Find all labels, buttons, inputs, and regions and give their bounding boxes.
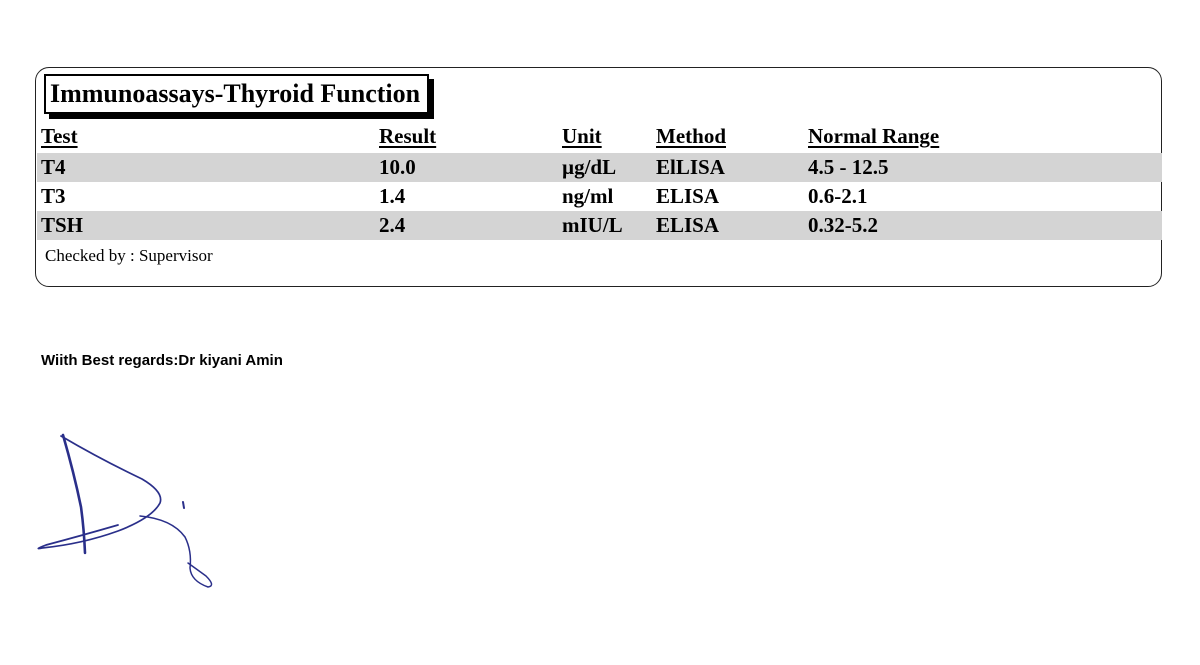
report-panel: [35, 67, 1162, 287]
cell-result: 1.4: [379, 184, 406, 208]
cell-method: ELISA: [656, 213, 720, 237]
cell-unit: mIU/L: [562, 213, 623, 237]
cell-unit: µg/dL: [562, 155, 617, 179]
table-row: [37, 182, 1162, 211]
cell-normal-range: 0.32-5.2: [808, 213, 878, 237]
cell-result: 2.4: [379, 213, 406, 237]
cell-test: T4: [41, 155, 66, 179]
cell-normal-range: 0.6-2.1: [808, 184, 868, 208]
signature-image: [30, 405, 230, 600]
header-unit: Unit: [562, 124, 602, 148]
header-result: Result: [379, 124, 437, 148]
report-title: Immunoassays-Thyroid Function: [44, 74, 429, 114]
table-header: [37, 122, 1162, 151]
checked-by-name: Supervisor: [138, 246, 213, 265]
cell-result: 10.0: [379, 155, 416, 179]
cell-normal-range: 4.5 - 12.5: [808, 155, 889, 179]
table-row: [37, 211, 1162, 240]
checked-by: [45, 245, 213, 267]
cell-method: ELISA: [656, 184, 720, 208]
header-test: Test: [41, 124, 78, 148]
cell-unit: ng/ml: [562, 184, 614, 208]
header-method: Method: [656, 124, 726, 148]
regards-line: Wiith Best regards:Dr kiyani Amin: [41, 352, 283, 369]
cell-test: T3: [41, 184, 66, 208]
header-normal-range: Normal Range: [808, 124, 940, 148]
cell-test: TSH: [41, 213, 84, 237]
checked-by-label: Checked by :: [45, 246, 139, 265]
cell-method: ElLISA: [656, 155, 725, 179]
table-row: [37, 153, 1162, 182]
